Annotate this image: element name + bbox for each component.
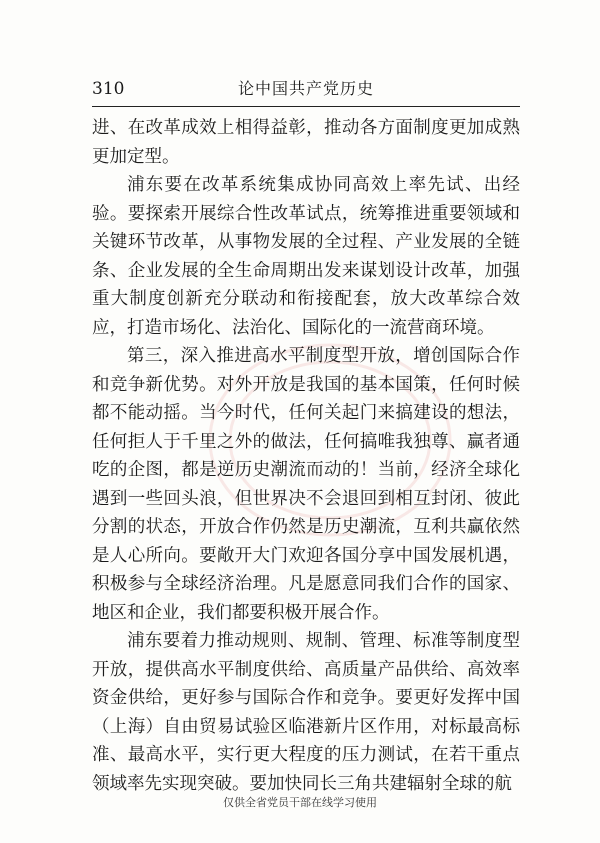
- paragraph: 第三，深入推进高水平制度型开放，增创国际合作和竞争新优势。对外开放是我国的基本国策，任何时候都不能动摇。当今时代，任何关起门来搞建设的想法，任何拒人于千里之外的做法，任何搞唯我独尊、赢者通吃的企图，都是逆历史潮流而动的！当前，经济全球化遇到一些回头浪，但世界决不会退回到相互封闭、彼此分割的状态，开放合作仍然是历史潮流，互利共赢依然是人心所向。要敞开大门欢迎各国分享中国发展机遇，积极参与全球经济治理。凡是愿意同我们合作的国家、地区和企业，我们都要积极开展合作。: [92, 346, 520, 623]
- footer-notice: 仅供全省党员干部在线学习使用: [223, 796, 377, 809]
- page-number: 310: [92, 79, 125, 99]
- page-header: [92, 78, 520, 100]
- paragraph-continued: 进、在改革成效上相得益彰，推动各方面制度更加成熟更加定型。: [92, 118, 520, 167]
- paragraph: 浦东要在改革系统集成协同高效上率先试、出经验。要探索开展综合性改革试点，统筹推进重要领域和关键环节改革，从事物发展的全过程、产业发展的全链条、企业发展的全生命周期出发来谋划设计改革，加强重大制度创新充分联动和衔接配套，放大改革综合效应，打造市场化、法治化、国际化的一流营商环境。: [92, 175, 520, 338]
- running-title: 论中国共产党历史: [237, 79, 374, 98]
- body-text: [92, 114, 520, 798]
- header-rule: [92, 106, 520, 107]
- paragraph: 浦东要着力推动规则、规制、管理、标准等制度型开放，提供高水平制度供给、高质量产品供给、高效率资金供给，更好参与国际合作和竞争。要更好发挥中国（上海）自由贸易试验区临港新片区作用，对标最高标准、最高水平，实行更大程度的压力测试，在若干重点领域率先实现突破。要加快同长三角共建辐射全球的航: [92, 631, 520, 794]
